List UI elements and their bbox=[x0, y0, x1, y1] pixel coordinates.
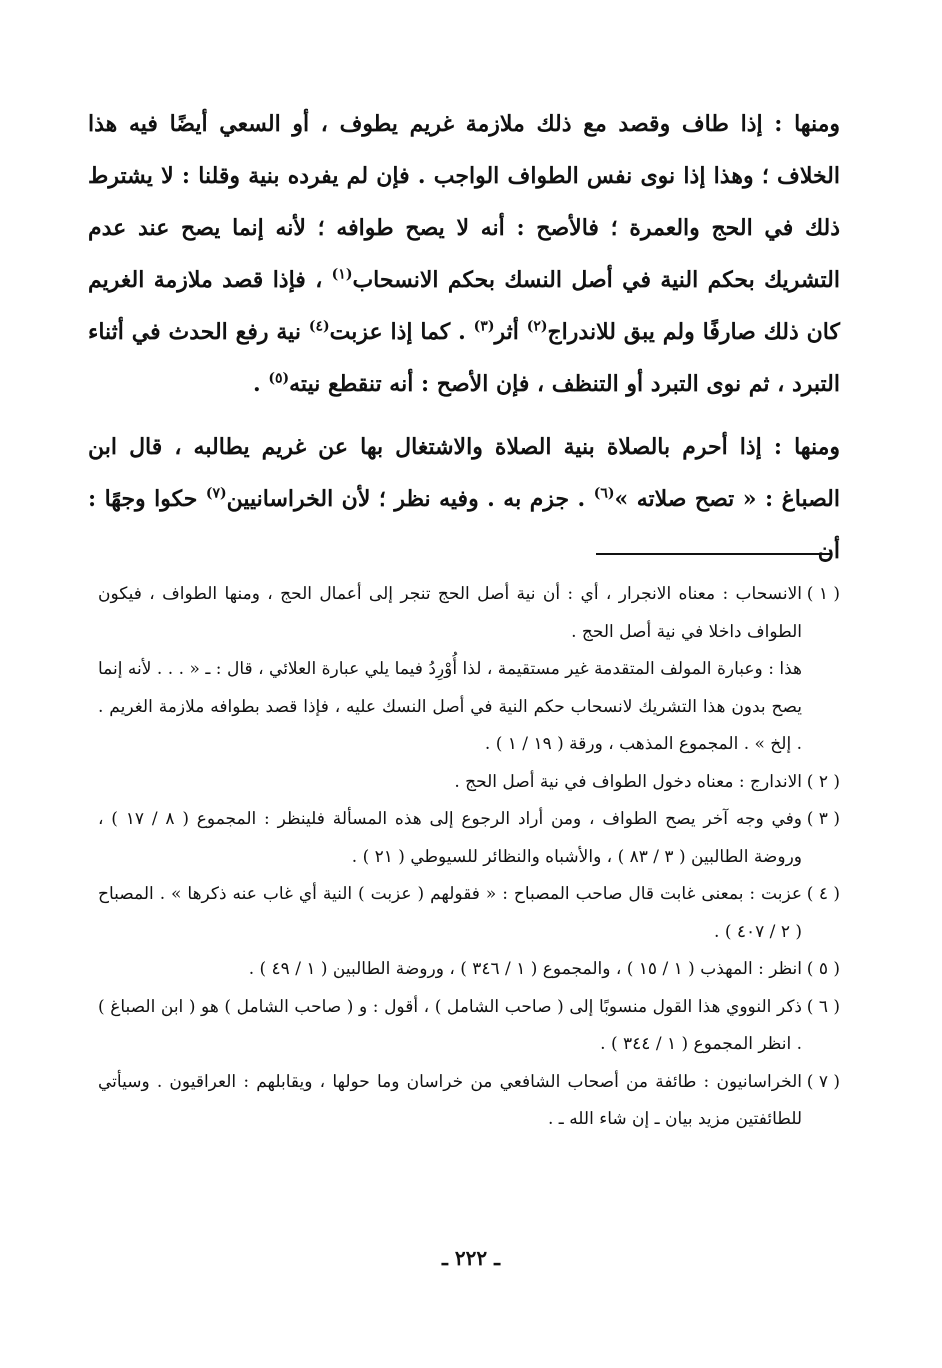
footnote-number: ( ١ ) bbox=[806, 584, 840, 604]
footnote-number: ( ٥ ) bbox=[806, 959, 840, 979]
footnote-note: هذا : وعبارة المولف المتقدمة غير مستقيمة ، لذا أُوْرِدُ فيما يلي عبارة العلائي ، قال : ـ « . . . لأنه إنما يصح بدون هذا التشريك لانسحاب حكم النية في أصل النسك عليه ، فإذا قصد بطوافه ملازمة الغريم . . إلخ » . المجموع المذهب ، ورقة ( ١٩ / ١ ) . bbox=[98, 659, 802, 754]
footnote-text: انظر : المهذب ( ١ / ١٥ ) ، والمجموع ( ١ / ٣٤٦ ) ، وروضة الطالبين ( ١ / ٤٩ ) . bbox=[248, 959, 802, 979]
footnote-text: الانسحاب : معناه الانجرار ، أي : أن نية أصل الحج تنجر إلى أعمال الحج ، ومنها الطواف ، فيكون الطواف داخلا في نية أصل الحج . bbox=[98, 584, 802, 642]
footnote-reference: (٣) bbox=[473, 318, 495, 335]
paragraph-text: . جزم به . وفيه نظر ؛ لأن الخراسانيين bbox=[226, 486, 594, 512]
footnote-number: ( ٣ ) bbox=[806, 809, 840, 829]
paragraph-text: . كما إذا عزبت bbox=[329, 319, 474, 345]
paragraph-text: أثر bbox=[494, 319, 527, 345]
footnote bbox=[98, 801, 840, 876]
footnote-divider bbox=[596, 553, 830, 555]
footnote-reference: (٦) bbox=[593, 485, 615, 502]
footnotes bbox=[98, 576, 840, 1139]
paragraph-text: نية رفع الحدث في أثناء التبرد ، ثم نوى التبرد أو التنظف ، فإن الأصح : أنه تنقطع نيته bbox=[88, 319, 840, 397]
footnote-number: ( ٦ ) bbox=[806, 996, 840, 1017]
footnote-reference: (٢) bbox=[526, 318, 548, 335]
footnote bbox=[98, 951, 840, 989]
paragraph-text: ومنها : إذا طاف وقصد مع ذلك ملازمة غريم يطوف ، أو السعي أيضًا فيه هذا الخلاف ؛ وهذا إذا نوى نفس الطواف الواجب . فإن لم يفرده بنية وقلنا : لا يشترط ذلك في الحج والعمرة ؛ فالأصح : أنه لا يصح طوافه ؛ لأنه إنما يصح عند عدم التشريك بحكم النية في أصل النسك بحكم الانسحاب bbox=[88, 111, 840, 293]
paragraph-text: . bbox=[253, 371, 269, 397]
footnote bbox=[98, 876, 840, 951]
footnote-reference: (٧) bbox=[205, 485, 227, 502]
footnote bbox=[98, 1064, 840, 1139]
paragraph-text: ، فإذا قصد ملازمة الغريم كان ذلك صارفًا ولم يبق للاندراج bbox=[88, 267, 840, 345]
footnote-reference: (٥) bbox=[268, 370, 290, 387]
footnote-reference: (٤) bbox=[308, 318, 330, 335]
page-number: ـ ٢٢٢ ـ bbox=[442, 1246, 500, 1270]
footnote-text: وفي وجه آخر يصح الطواف ، ومن أراد الرجوع إلى هذه المسألة فلينظر : المجموع ( ٨ / ١٧ ) ، وروضة الطالبين ( ٣ / ٨٣ ) ، والأشباه والنظائر للسيوطي ( ٢١ ) . bbox=[98, 809, 802, 867]
footnote bbox=[98, 576, 840, 651]
footnote-number: ( ٢ ) bbox=[806, 771, 840, 792]
footnote-number: ( ٧ ) bbox=[806, 1071, 840, 1092]
footnote bbox=[98, 764, 840, 802]
footnote bbox=[98, 989, 840, 1064]
footnote-reference: (١) bbox=[331, 266, 353, 283]
footnote-number: ( ٤ ) bbox=[806, 884, 840, 904]
footnote-text: الخراسانيون : طائفة من أصحاب الشافعي من خراسان وما حولها ، ويقابلهم : العراقيون . وسيأتي للطائفتين مزيد بيان ـ إن شاء الله ـ . bbox=[98, 1071, 802, 1129]
paragraph-text: حكوا وجهًا : أن bbox=[88, 486, 840, 564]
paragraph-text: ومنها : إذا أحرم بالصلاة بنية الصلاة والاشتغال بها عن غريم يطالبه ، قال ابن الصباغ : « تصح صلاته » bbox=[88, 434, 840, 512]
main-text bbox=[88, 98, 840, 588]
footnote-text: ذكر النووي هذا القول منسوبًا إلى ( صاحب الشامل ) ، أقول : و ( صاحب الشامل ) هو ( ابن الصباغ ) . انظر المجموع ( ١ / ٣٤٤ ) . bbox=[98, 996, 802, 1054]
footnote-text: عزبت : بمعنى غابت قال صاحب المصباح : « فقولهم ( عزبت ) النية أي غاب عنه ذكرها » . المصباح ( ٢ / ٤٠٧ ) . bbox=[98, 884, 802, 942]
main-paragraph bbox=[88, 98, 840, 410]
footnote-text: الاندارج : معناه دخول الطواف في نية أصل الحج . bbox=[454, 771, 802, 792]
